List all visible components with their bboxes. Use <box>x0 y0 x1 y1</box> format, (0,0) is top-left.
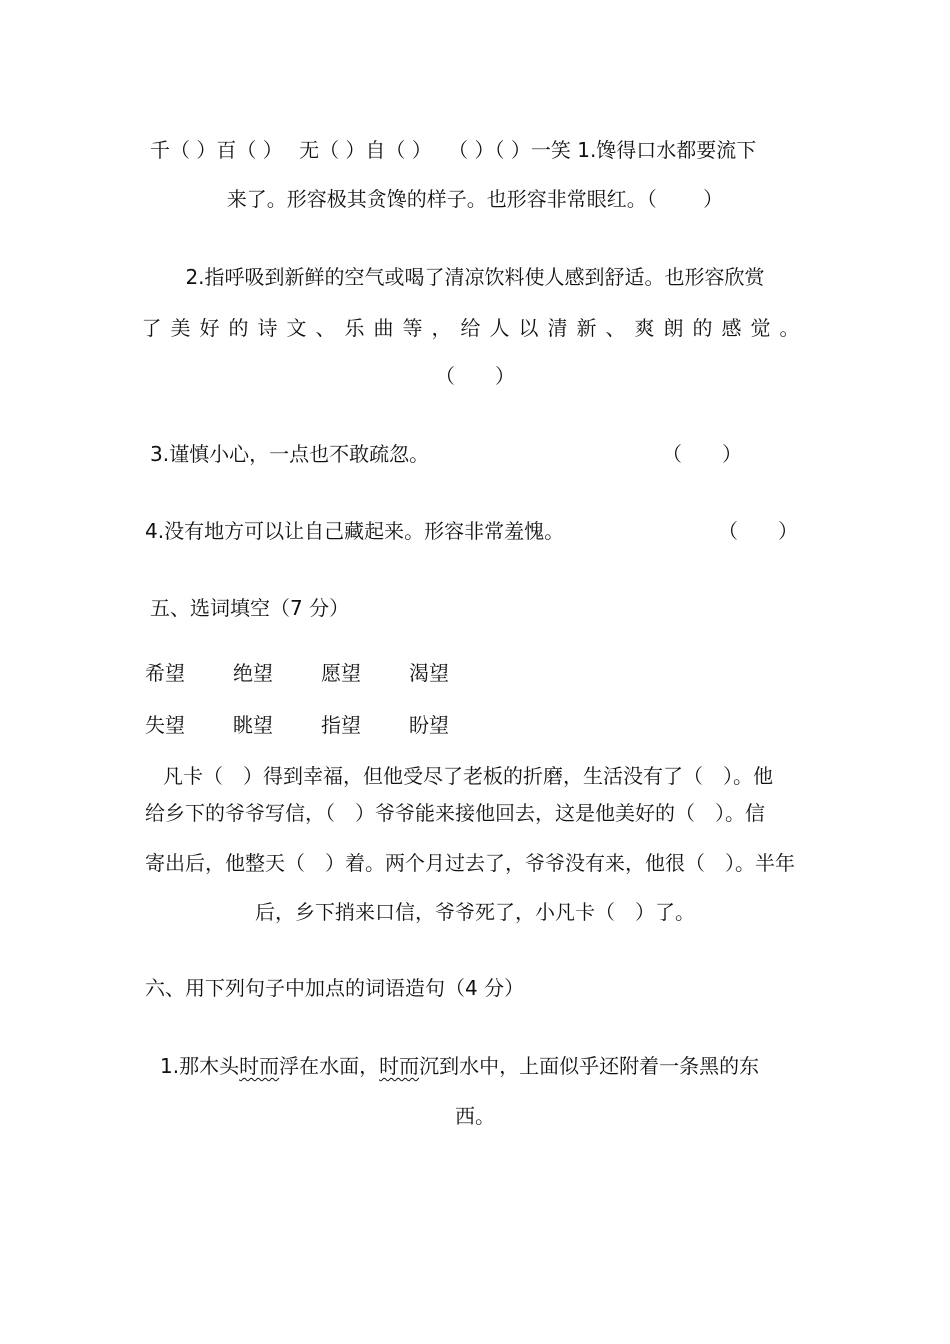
word-option: 盼望 <box>409 713 449 737</box>
passage-line-4: 后，乡下捎来口信，爷爷死了，小凡卡（ ）了。 <box>255 900 695 924</box>
word-option: 眺望 <box>233 713 273 737</box>
word-option: 希望 <box>145 661 185 685</box>
idiom-answer-blank-4: （ ） <box>718 519 798 543</box>
passage-line-1: 凡卡（ ）得到幸福，但他受尽了老板的折磨，生活没有了（ ）。他 <box>163 764 773 788</box>
dotted-word: 时而 <box>379 1054 420 1078</box>
dotted-word: 时而 <box>239 1054 280 1078</box>
idiom-answer-blank-3: （ ） <box>662 442 742 466</box>
idiom-definition-2-line-1: 2.指呼吸到新鲜的空气或喝了清凉饮料使人感到舒适。也形容欣赏 <box>185 265 765 289</box>
sentence-text: 浮在水面， <box>279 1054 380 1078</box>
word-option: 指望 <box>321 713 361 737</box>
word-option: 愿望 <box>321 661 361 685</box>
sentence-text: 沉到水中，上面似乎还附着一条黑的东 <box>419 1054 760 1078</box>
idiom-fill-line-1: 千（ ）百（ ） 无（ ）自（ ） （ ）（ ）一笑 1.馋得口水都要流下 <box>150 138 757 162</box>
word-option: 失望 <box>145 713 185 737</box>
idiom-definition-4: 4.没有地方可以让自己藏起来。形容非常羞愧。 <box>145 519 565 543</box>
passage-line-2: 给乡下的爷爷写信，（ ）爷爷能来接他回去，这是他美好的（ ）。信 <box>145 801 765 825</box>
idiom-definition-1-cont: 来了。形容极其贪馋的样子。也形容非常眼红。（ ） <box>226 187 724 211</box>
sentence-1-line-1 <box>160 1052 759 1080</box>
word-option: 渴望 <box>409 661 449 685</box>
idiom-definition-2-line-2: 了美好的诗文、乐曲等，给人以清新、爽朗的感觉。 <box>141 316 809 340</box>
idiom-answer-blank-2: （ ） <box>435 364 515 388</box>
section-6-title: 六、用下列句子中加点的词语造句（4 分） <box>145 976 525 1000</box>
passage-line-3: 寄出后，他整天（ ）着。两个月过去了，爷爷没有来，他很（ ）。半年 <box>145 851 795 875</box>
word-option: 绝望 <box>233 661 273 685</box>
idiom-definition-3: 3.谨慎小心，一点也不敢疏忽。 <box>150 442 430 466</box>
sentence-1-line-2: 西。 <box>455 1104 495 1128</box>
sentence-text: 1.那木头 <box>160 1054 240 1078</box>
section-5-title: 五、选词填空（7 分） <box>150 596 350 620</box>
